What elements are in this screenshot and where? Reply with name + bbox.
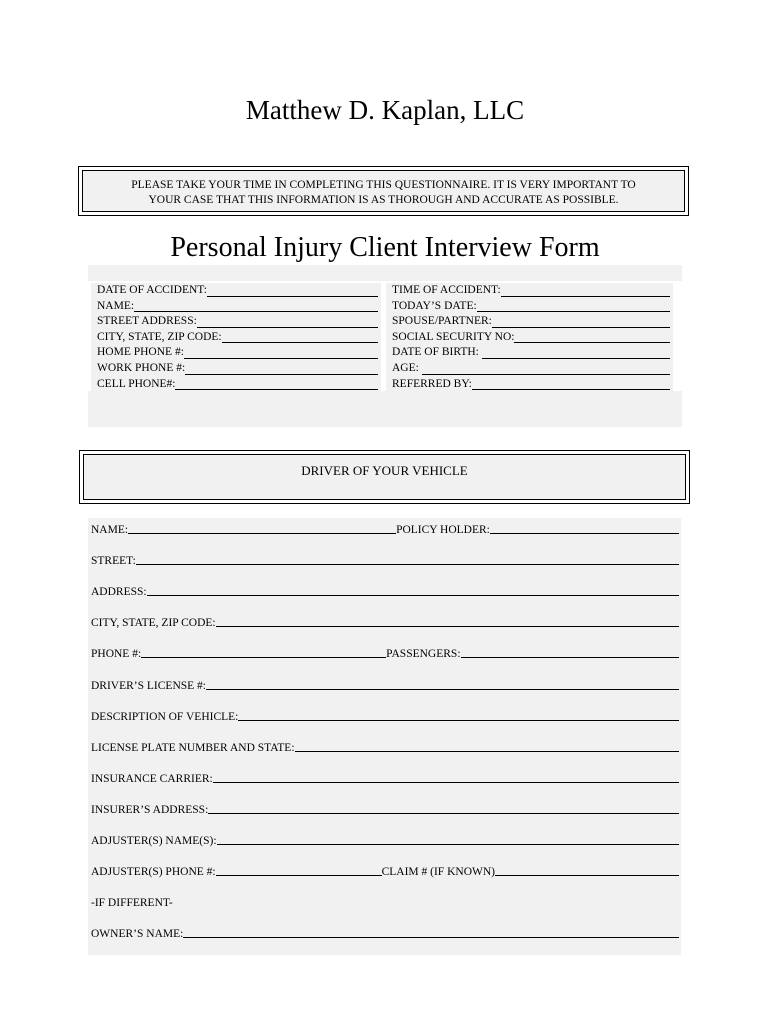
- insurer-address-label: INSURER’S ADDRESS:: [91, 804, 209, 816]
- street-line[interactable]: [136, 552, 679, 565]
- driver-name-label: NAME:: [91, 524, 129, 536]
- city-line[interactable]: [216, 614, 679, 627]
- fill-line[interactable]: [514, 331, 670, 343]
- field-label: CITY, STATE, ZIP CODE:: [97, 330, 222, 343]
- field-label: STREET ADDRESS:: [97, 315, 197, 328]
- address-label: ADDRESS:: [91, 586, 147, 598]
- client-info-block: [88, 265, 682, 427]
- date-of-birth-field[interactable]: [386, 345, 673, 361]
- field-label: TIME OF ACCIDENT:: [392, 284, 501, 296]
- instructions-notice-inner: [82, 170, 685, 212]
- fill-line[interactable]: [207, 285, 378, 297]
- insurance-carrier-line[interactable]: [213, 770, 679, 783]
- spouse-partner-field[interactable]: [386, 314, 673, 330]
- referred-by-field[interactable]: [386, 377, 673, 393]
- license-label: DRIVER’S LICENSE #:: [91, 680, 206, 692]
- field-label: TODAY’S DATE:: [392, 299, 477, 312]
- fill-line[interactable]: [477, 300, 670, 312]
- policy-holder-label: POLICY HOLDER:: [396, 524, 490, 536]
- name-field[interactable]: [91, 299, 381, 315]
- claim-line[interactable]: [495, 863, 679, 876]
- todays-date-field[interactable]: [386, 299, 673, 315]
- field-label: REFERRED BY:: [392, 377, 472, 390]
- client-info-right-column: [386, 283, 673, 392]
- driver-license-row: [91, 676, 679, 692]
- field-label: DATE OF ACCIDENT:: [97, 284, 207, 296]
- insurance-carrier-row: [91, 769, 679, 785]
- city-state-zip-field[interactable]: [91, 330, 381, 346]
- fill-line[interactable]: [197, 316, 378, 328]
- field-label: AGE:: [392, 361, 422, 374]
- field-label: SPOUSE/PARTNER:: [392, 315, 492, 328]
- driver-phone-row: [91, 644, 679, 660]
- driver-name-row: [91, 520, 679, 536]
- fill-line[interactable]: [222, 331, 378, 343]
- driver-name-line[interactable]: [128, 521, 396, 534]
- fill-line[interactable]: [482, 347, 670, 359]
- adjuster-name-label: ADJUSTER(S) NAME(S):: [91, 835, 217, 847]
- license-plate-row: [91, 738, 679, 754]
- license-plate-label: LICENSE PLATE NUMBER AND STATE:: [91, 742, 295, 754]
- city-label: CITY, STATE, ZIP CODE:: [91, 617, 216, 629]
- street-address-field[interactable]: [91, 314, 381, 330]
- fill-line[interactable]: [422, 363, 670, 375]
- driver-section-header-inner: [83, 454, 686, 500]
- phone-label: PHONE #:: [91, 648, 142, 660]
- instructions-notice: [78, 166, 689, 216]
- fill-line[interactable]: [184, 347, 378, 359]
- driver-section-header: [79, 450, 690, 504]
- notice-line-2: YOUR CASE THAT THIS INFORMATION IS AS THOROUGH AND ACCURATE AS POSSIBLE.: [148, 194, 619, 206]
- street-label: STREET:: [91, 555, 136, 567]
- fill-line[interactable]: [175, 378, 378, 390]
- field-label: SOCIAL SECURITY NO:: [392, 330, 515, 343]
- field-label: CELL PHONE#:: [97, 377, 176, 390]
- driver-form: [88, 518, 681, 955]
- notice-line-1: PLEASE TAKE YOUR TIME IN COMPLETING THIS QUESTIONNAIRE. IT IS VERY IMPORTANT TO: [131, 179, 636, 191]
- age-field[interactable]: [386, 361, 673, 377]
- social-security-field[interactable]: [386, 330, 673, 346]
- if-different-row: [91, 893, 679, 909]
- vehicle-description-label: DESCRIPTION OF VEHICLE:: [91, 711, 239, 723]
- home-phone-field[interactable]: [91, 345, 381, 361]
- address-line[interactable]: [147, 583, 679, 596]
- driver-address-row: [91, 582, 679, 598]
- fill-line[interactable]: [472, 378, 670, 390]
- time-of-accident-field[interactable]: [386, 283, 673, 299]
- form-title: Personal Injury Client Interview Form: [170, 232, 600, 263]
- claim-label: CLAIM # (IF KNOWN): [381, 866, 495, 878]
- adjuster-phone-line[interactable]: [216, 863, 382, 876]
- adjuster-name-line[interactable]: [217, 832, 679, 845]
- license-line[interactable]: [206, 677, 679, 690]
- fill-line[interactable]: [492, 316, 670, 328]
- firm-name: Matthew D. Kaplan, LLC: [245, 95, 525, 125]
- owner-name-label: OWNER’S NAME:: [91, 928, 184, 940]
- insurer-address-row: [91, 800, 679, 816]
- fill-line[interactable]: [185, 363, 378, 375]
- vehicle-description-row: [91, 707, 679, 723]
- owner-name-row: [91, 924, 679, 940]
- driver-city-row: [91, 613, 679, 629]
- cell-phone-field[interactable]: [91, 377, 381, 393]
- driver-section-heading: DRIVER OF YOUR VEHICLE: [301, 463, 468, 478]
- adjuster-phone-row: [91, 862, 679, 878]
- fill-line[interactable]: [501, 285, 670, 297]
- adjuster-name-row: [91, 831, 679, 847]
- field-label: DATE OF BIRTH:: [392, 346, 482, 359]
- vehicle-description-line[interactable]: [238, 708, 679, 721]
- fill-line[interactable]: [134, 300, 378, 312]
- phone-line[interactable]: [141, 645, 386, 658]
- passengers-label: PASSENGERS:: [386, 648, 461, 660]
- date-of-accident-field[interactable]: [91, 283, 381, 299]
- field-label: NAME:: [97, 299, 135, 312]
- owner-name-line[interactable]: [183, 925, 679, 938]
- insurer-address-line[interactable]: [208, 801, 679, 814]
- client-info-left-column: [91, 283, 381, 392]
- field-label: WORK PHONE #:: [97, 361, 186, 374]
- field-label: HOME PHONE #:: [97, 346, 184, 359]
- driver-street-row: [91, 551, 679, 567]
- license-plate-line[interactable]: [295, 739, 679, 752]
- adjuster-phone-label: ADJUSTER(S) PHONE #:: [91, 866, 216, 878]
- if-different-label: -IF DIFFERENT-: [91, 897, 173, 909]
- insurance-carrier-label: INSURANCE CARRIER:: [91, 773, 213, 785]
- work-phone-field[interactable]: [91, 361, 381, 377]
- passengers-line[interactable]: [461, 645, 679, 658]
- policy-holder-line[interactable]: [490, 521, 679, 534]
